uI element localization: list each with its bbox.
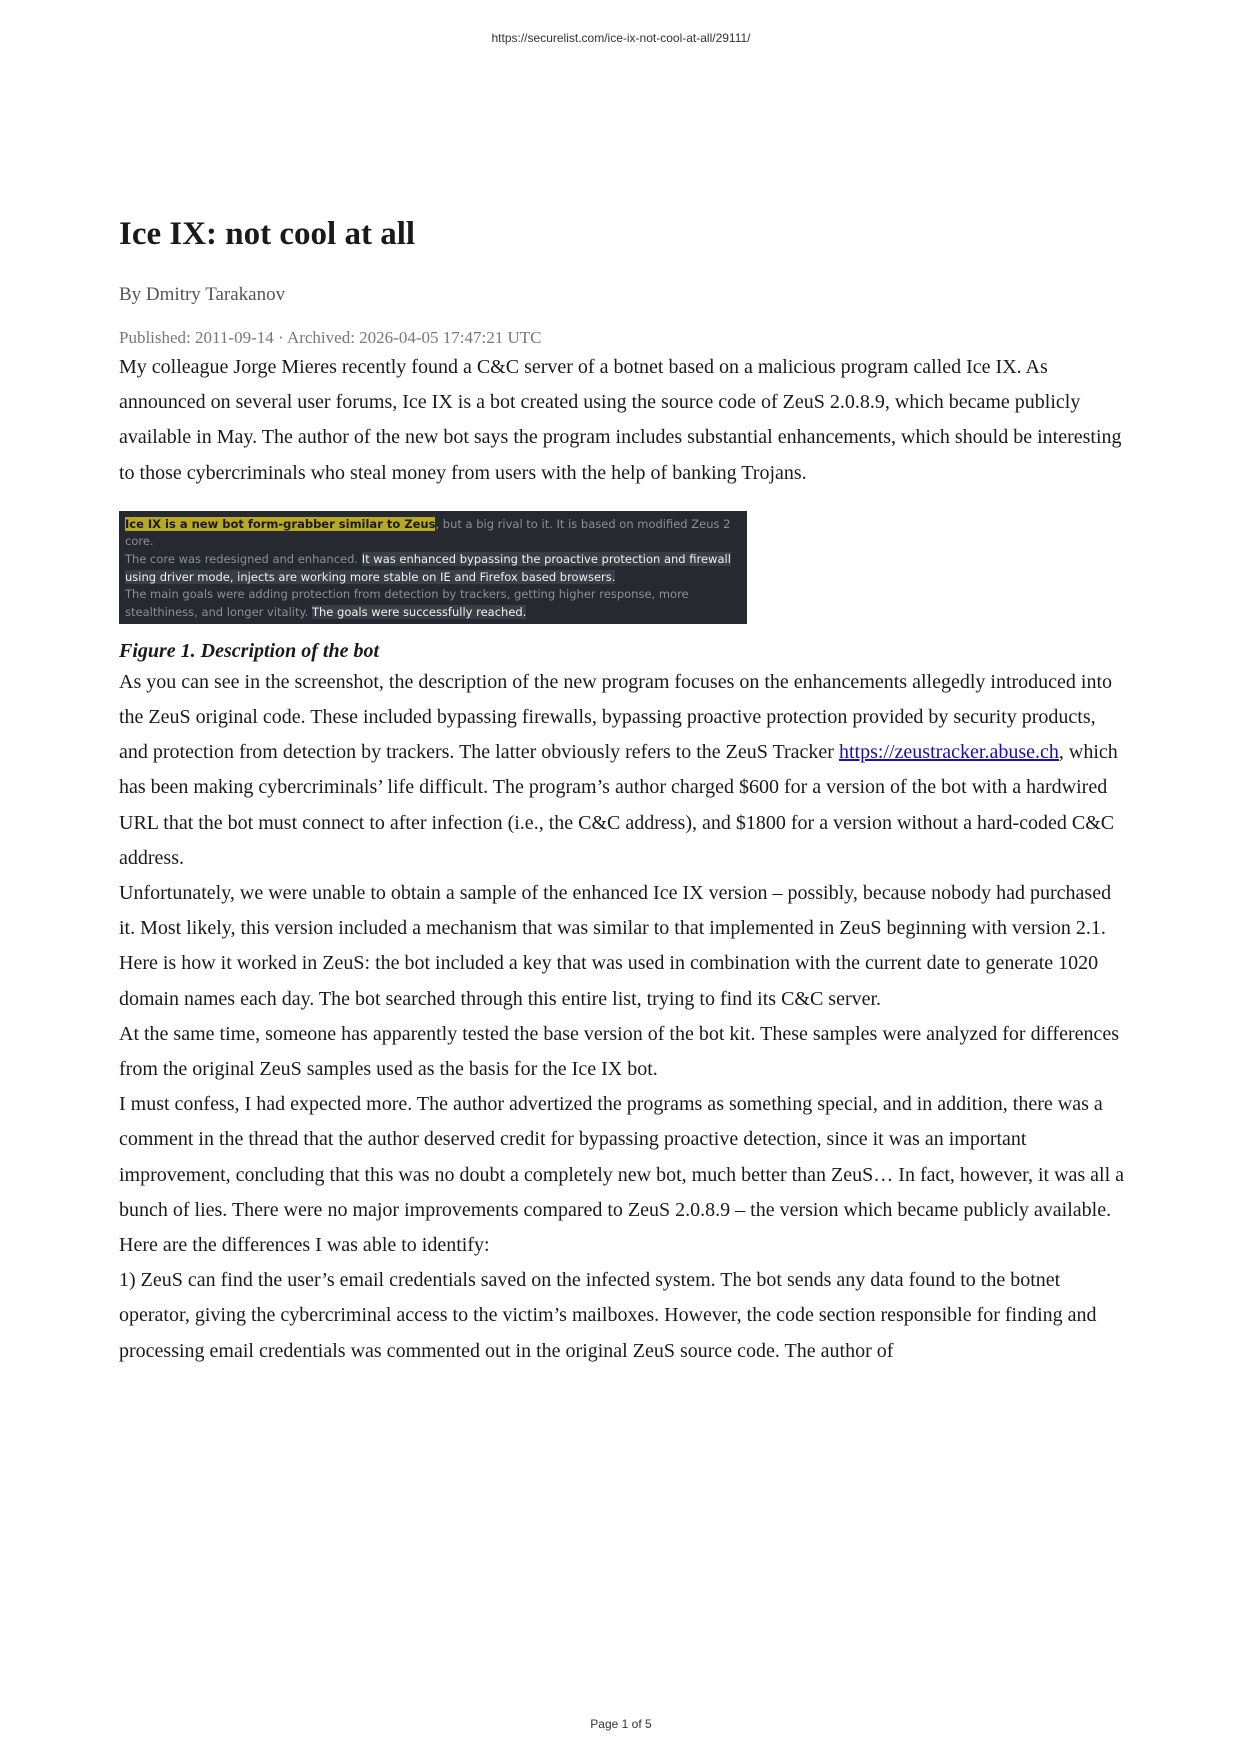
figure-text-line1: , but a big rival to it. It is based on modified Zeus 2 core. <box>125 516 731 549</box>
figure-highlight-line2: It was enhanced bypassing the proactive protection and firewall using driver mode, injects are working more stable on IE and Firefox based browsers. <box>125 552 731 584</box>
article-byline: By Dmitry Tarakanov <box>119 284 286 305</box>
bot-description-screenshot <box>119 511 747 624</box>
page-url-header: https://securelist.com/ice-ix-not-cool-at-all/29111/ <box>491 31 751 45</box>
zeustracker-link[interactable]: https://zeustracker.abuse.ch <box>838 741 1059 764</box>
paragraph-6: Here are the differences I was able to identify: <box>119 1234 490 1257</box>
paragraph-3: Unfortunately, we were unable to obtain a sample of the enhanced Ice IX version – possibly, because nobody had purchased it. Most likely, this version included a mechanism that was similar to that implemented in ZeuS beginning with version 2.1. Here is how it worked in ZeuS: the bot included a key that was used in combination with the current date to generate 1020 domain names each day. The bot searched through this entire list, trying to find its C&C server. <box>119 882 1112 1010</box>
paragraph-2-text-after: , which has been making cybercriminals’ life difficult. The program’s author charged $600 for a version of the bot with a hardwired URL that the bot must connect to after infection (i.e., the C&C address), and $1800 for a version without a hard-coded C&C address. <box>119 741 1118 869</box>
figure-highlight-line3: The goals were successfully reached. <box>311 604 527 619</box>
paragraph-1: My colleague Jorge Mieres recently found a C&C server of a botnet based on a malicious program called Ice IX. As announced on several user forums, Ice IX is a bot created using the source code of ZeuS 2.0.8.9, which became publicly available in May. The author of the new bot says the program includes substantial enhancements, which should be interesting to those cybercriminals who steal money from users with the help of banking Trojans. <box>119 356 1122 484</box>
paragraph-2-text-before: As you can see in the screenshot, the description of the new program focuses on the enhancements allegedly introduced into the ZeuS original code. These included bypassing firewalls, bypassing proactive protection provided by security products, and protection from detection by trackers. The latter obviously refers to the ZeuS Tracker <box>119 670 1113 764</box>
page-number: Page 1 of 5 <box>590 1717 652 1731</box>
paragraph-2 <box>119 665 1129 876</box>
paragraph-7: 1) ZeuS can find the user’s email credentials saved on the infected system. The bot sends any data found to the botnet operator, giving the cybercriminal access to the victim’s mailboxes. However, the code section responsible for finding and processing email credentials was commented out in the original ZeuS source code. The author of <box>119 1269 1097 1362</box>
article-title: Ice IX: not cool at all <box>119 216 416 252</box>
article <box>119 212 1129 1369</box>
paragraph-5: I must confess, I had expected more. The author advertized the programs as something special, and in addition, there was a comment in the thread that the author deserved credit for bypassing proactive detection, since it was an important improvement, concluding that this was no doubt a completely new bot, much better than ZeuS… In fact, however, it was all a bunch of lies. There were no major improvements compared to ZeuS 2.0.8.9 – the version which became publicly available. <box>119 1093 1125 1221</box>
article-published-date: Published: 2011-09-14 · Archived: 2026-04-05 17:47:21 UTC <box>119 328 542 347</box>
figure-text-line3: The main goals were adding protection from detection by trackers, getting higher response, more stealthiness, and longer vitality. <box>125 587 689 619</box>
figure-caption: Figure 1. Description of the bot <box>119 639 380 662</box>
figure-highlight-title: Ice IX is a new bot form-grabber similar to Zeus <box>125 516 436 531</box>
figure-text-line2: The core was redesigned and enhanced. <box>125 552 362 566</box>
paragraph-4: At the same time, someone has apparently tested the base version of the bot kit. These samples were analyzed for differences from the original ZeuS samples used as the basis for the Ice IX bot. <box>119 1022 1120 1081</box>
